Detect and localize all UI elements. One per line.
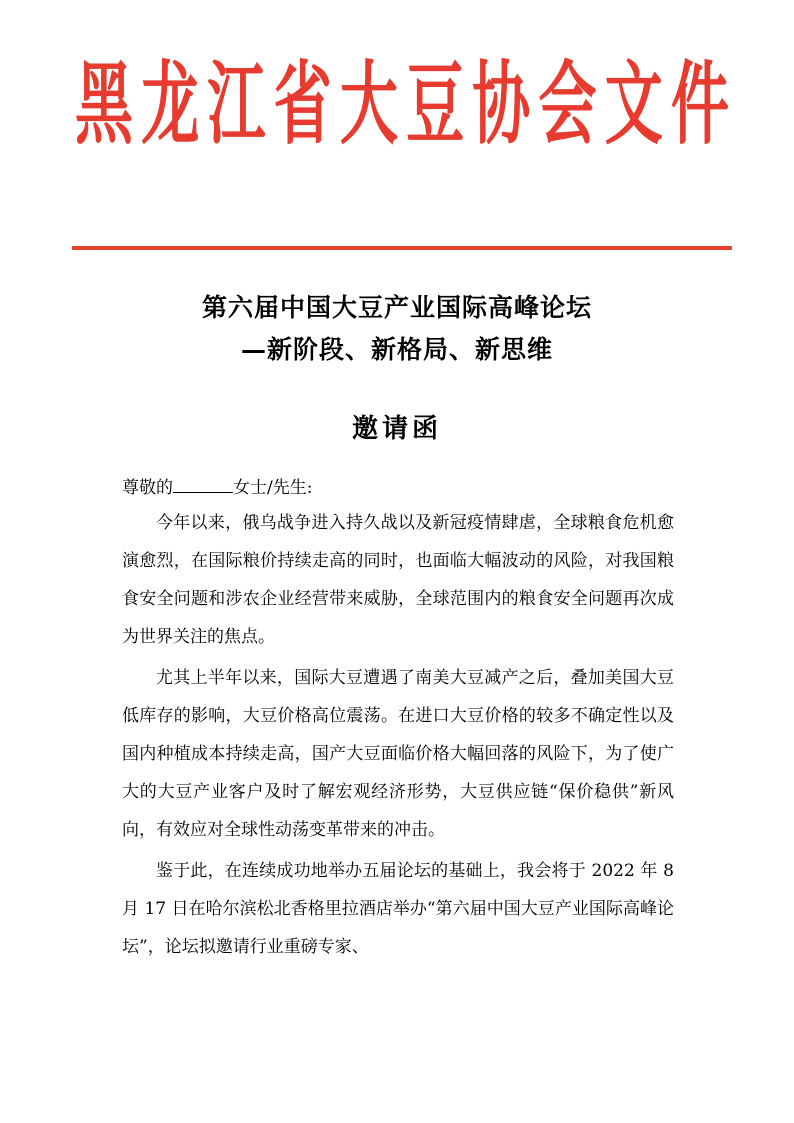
salutation-prefix: 尊敬的: [122, 478, 173, 498]
letterhead-title: [72, 52, 732, 156]
letterhead-char: 大: [339, 51, 398, 157]
salutation: [122, 474, 312, 500]
letter-body: [122, 504, 674, 969]
document-title: 第六届中国大豆产业国际高峰论坛: [201, 293, 592, 322]
letterhead-char: 文: [604, 51, 663, 157]
name-blank: [173, 474, 233, 493]
letterhead-char: 省: [273, 51, 332, 157]
letterhead-char: 豆: [406, 51, 465, 157]
salutation-suffix: 女士/先生:: [233, 478, 313, 498]
body-paragraph: 鉴于此，在连续成功地举办五届论坛的基础上，我会将于 2022 年 8 月 17 日在哈尔滨松北香格里拉酒店举办“第六届中国大豆产业国际高峰论坛”，论坛拟邀请行业重磅专家、: [122, 861, 674, 957]
letterhead-char: 会: [538, 51, 597, 157]
document-type-heading: 邀请函: [351, 414, 442, 444]
letterhead-char: 件: [670, 51, 729, 157]
letterhead-char: 黑: [74, 51, 133, 157]
body-paragraph: 今年以来，俄乌战争进入持久战以及新冠疫情肆虐，全球粮食危机愈演愈烈，在国际粮价持续走高的同时，也面临大幅波动的风险，对我国粮食安全问题和涉农企业经营带来威胁，全球范围内的粮食安全问题再次成为世界关注的焦点。: [122, 513, 674, 647]
letterhead-char: 协: [472, 51, 531, 157]
document-subtitle: —新阶段、新格局、新思维: [240, 335, 553, 364]
letterhead-char: 江: [207, 51, 266, 157]
letterhead-char: 龙: [141, 51, 200, 157]
letterhead-divider: [72, 246, 732, 250]
body-paragraph: 尤其上半年以来，国际大豆遭遇了南美大豆减产之后，叠加美国大豆低库存的影响，大豆价格高位震荡。在进口大豆价格的较多不确定性以及国内种植成本持续走高，国产大豆面临价格大幅回落的风险下，为了使广大的大豆产业客户及时了解宏观经济形势，大豆供应链“保价稳供”新风向，有效应对全球性动荡变革带来的冲击。: [122, 668, 674, 840]
